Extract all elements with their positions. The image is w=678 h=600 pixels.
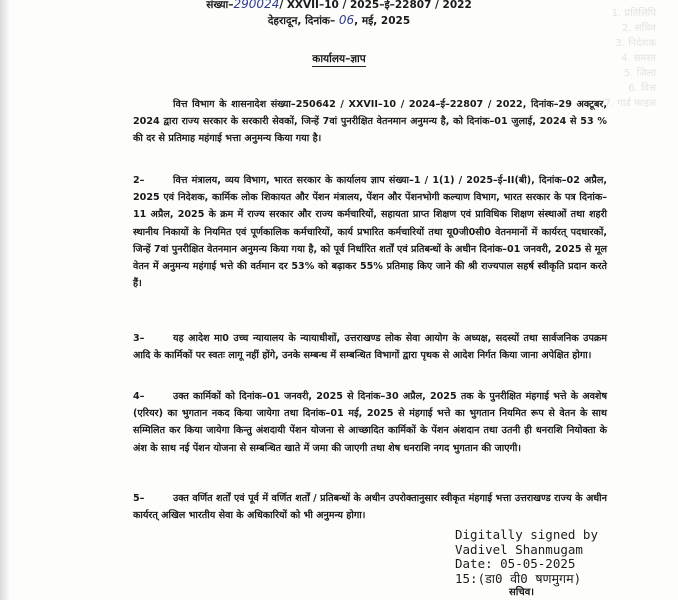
paragraph-2-number: 2– [133,175,145,186]
signature-line-4: 15:(डा0 वी0 षणमुगम) [455,570,582,586]
bleed-through-text: 1. प्रतिलिपि 2. सचिव 3. निदेशक 4. समस्त 5. जिला 6. वित्त 7. गार्ड फाइल [604,8,656,109]
paragraph-1 [133,96,607,148]
paragraph-3 [133,330,607,364]
paragraph-4-number: 4– [133,391,145,402]
order-number-handwritten: 290024 [233,0,280,11]
paragraph-3-text: यह आदेश मा0 उच्च न्यायालय के न्यायाधीशों, उत्तराखण्ड लोक सेवा आयोग के अध्यक्ष, सदस्यों तथा सार्वजनिक उपक्रम आदि के कार्मिकों पर स्वतः लागू नहीं होंगे, उनके सम्बन्ध में सम्बन्धित विभागों द्वारा पृथक से आदेश निर्गत किया जाना अपेक्षित होगा। [133,333,607,362]
paragraph-2 [133,172,607,292]
office-memo-heading [0,52,678,66]
order-number-prefix: संख्या– [206,0,234,11]
paragraph-4-text: उक्त कार्मिकों को दिनांक–01 जनवरी, 2025 से दिनांक–30 अप्रैल, 2025 तक के पुनरीक्षित मंहगाई भत्ते के अवशेष (एरियर) का भुगतान नकद किया जायेगा तथा दिनांक–01 मई, 2025 से मंहगाई भत्ते का भुगतान नियमित रूप से वेतन के साथ सम्मिलित कर किया जायेगा किन्तु अंशदायी पेंशन योजना से आच्छादित कार्मिकों के पेंशन अंशदान तथा उतनी ही धनराशि नियोक्ता के अंश के साथ नई पेंशन योजना से सम्बन्धित खाते में जमा की जाएगी तथा शेष धनराशि नगद भुगतान की जाएगी। [133,391,607,454]
place-date-suffix: , मई, 2025 [354,15,411,27]
office-memo-title: कार्यालय–ज्ञाप [312,53,366,65]
signature-line-1: Digitally signed by [455,527,598,542]
paragraph-2-text: वित्त मंत्रालय, व्यय विभाग, भारत सरकार के कार्यालय ज्ञाप संख्या–1 / 1(1) / 2025–ई–II(बी), दिनांक–02 अप्रैल, 2025 एवं निदेशक, कार्मिक लोक शिकायत और पेंशन मंत्रालय, पेंशन और पेंशनभोगी कल्याण विभाग, भारत सरकार के पत्र दिनांक–11 अप्रैल, 2025 के क्रम में राज्य सरकार और राज्य कर्मचारियों, सहायता प्राप्त शिक्षण एवं प्राविधिक शिक्षण संस्थाओं तथा शहरी स्थानीय निकायों के नियमित एवं पूर्णकालिक कर्मचारियों, कार्य प्रभारित कर्मचारियों तथा यू0जी0सी0 वेतनमानों में कार्यरत् पदधारकों, जिन्हें 7वां पुनरीक्षित वेतनमान अनुमन्य किया गया है, को पूर्व निर्धारित शर्तों एवं प्रतिबन्धों के अधीन दिनांक–01 जनवरी, 2025 से मूल वेतन में अनुमन्य महंगाई भत्ते की वर्तमान दर 53% को बढ़ाकर 55% प्रतिमाह किए जाने की श्री राज्यपाल सहर्ष स्वीकृति प्रदान करते हैं। [133,175,607,290]
page-edge-shadow [0,0,10,600]
paragraph-5-number: 5– [133,493,145,504]
paragraph-1-text: वित्त विभाग के शासनादेश संख्या–250642 / XXVII–10 / 2024–ई–22807 / 2022, दिनांक–29 अक्टूबर, 2024 द्वारा राज्य सरकार के सरकारी सेवकों, जिन्हें 7वां पुनरीक्षित वेतनमान अनुमन्य है, को दिनांक–01 जुलाई, 2024 से 53 % की दर से प्रतिमाह महंगाई भत्ता अनुमन्य किया गया है। [133,99,607,145]
signature-line-3: Date: 05-05-2025 [455,556,576,571]
place-date-line [0,13,678,28]
order-number-suffix: / XXVII–10 / 2025–ई–22807 / 2022 [279,0,472,11]
paragraph-4 [133,388,607,457]
digital-signature-block [455,528,598,586]
signature-line-2: Vadivel Shanmugam [455,541,583,557]
place-date-prefix: देहरादून, दिनांक– [267,15,339,27]
date-handwritten: 06 [338,13,355,27]
order-number-line [0,0,678,12]
paragraph-3-number: 3– [133,333,145,344]
designation: सचिव। [509,587,535,598]
paragraph-5 [133,490,607,524]
paragraph-5-text: उक्त वर्णित शर्तों एवं पूर्व में वर्णित शर्तों / प्रतिबन्धों के अधीन उपरोक्तानुसार स्वीकृत मंहगाई भत्ता उत्तराखण्ड राज्य के अधीन कार्यरत् अखिल भारतीय सेवा के अधिकारियों को भी अनुमन्य होगा। [133,493,607,522]
